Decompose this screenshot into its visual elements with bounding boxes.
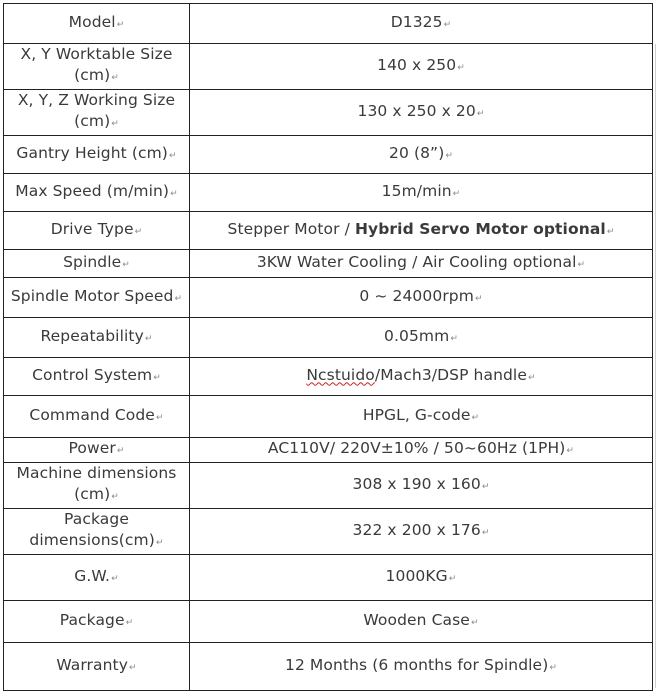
table-row [4, 643, 653, 691]
cell-repeatability-label: Repeatability↵ [4, 318, 190, 358]
table-row [4, 358, 653, 396]
cell-control-system-label: Control System↵ [4, 358, 190, 396]
table-row [4, 136, 653, 174]
cell-command-code-value: HPGL, G-code↵ [190, 396, 653, 438]
table-row [4, 174, 653, 212]
cell-package-dimensions-value: 322 x 200 x 176↵ [190, 509, 653, 555]
table-row [4, 44, 653, 90]
cell-gantry-height-label: Gantry Height (cm)↵ [4, 136, 190, 174]
cell-package-value: Wooden Case↵ [190, 601, 653, 643]
cell-power-value: AC110V/ 220V±10% / 50~60Hz (1PH)↵ [190, 438, 653, 463]
cell-spindle-value: 3KW Water Cooling / Air Cooling optional↵ [190, 250, 653, 278]
cell-machine-dimensions-label: Machine dimensions (cm)↵ [4, 463, 190, 509]
cell-warranty-value: 12 Months (6 months for Spindle)↵ [190, 643, 653, 691]
cell-working-size-label: X, Y, Z Working Size (cm)↵ [4, 90, 190, 136]
table-row [4, 250, 653, 278]
cell-spindle-speed-value: 0 ~ 24000rpm↵ [190, 278, 653, 318]
cell-worktable-size-label: X, Y Worktable Size (cm)↵ [4, 44, 190, 90]
table-row [4, 509, 653, 555]
table-row [4, 555, 653, 601]
table-row [4, 4, 653, 44]
cell-max-speed-label: Max Speed (m/min)↵ [4, 174, 190, 212]
cell-command-code-label: Command Code↵ [4, 396, 190, 438]
table-row [4, 318, 653, 358]
cell-drive-type-value: Stepper Motor / Hybrid Servo Motor optional↵ [190, 212, 653, 250]
cell-warranty-label: Warranty↵ [4, 643, 190, 691]
cell-spindle-speed-label: Spindle Motor Speed↵ [4, 278, 190, 318]
cell-drive-type-label: Drive Type↵ [4, 212, 190, 250]
table-row [4, 90, 653, 136]
spec-table-container [3, 3, 652, 689]
cell-gantry-height-value: 20 (8”)↵ [190, 136, 653, 174]
cell-power-label: Power↵ [4, 438, 190, 463]
cell-worktable-size-value: 140 x 250↵ [190, 44, 653, 90]
table-row [4, 278, 653, 318]
cell-max-speed-value: 15m/min↵ [190, 174, 653, 212]
cell-model-value: D1325↵ [190, 4, 653, 44]
table-row [4, 601, 653, 643]
cell-gw-value: 1000KG↵ [190, 555, 653, 601]
cell-package-dimensions-label: Package dimensions(cm)↵ [4, 509, 190, 555]
table-row [4, 212, 653, 250]
table-row [4, 438, 653, 463]
cell-package-label: Package↵ [4, 601, 190, 643]
cell-working-size-value: 130 x 250 x 20↵ [190, 90, 653, 136]
page-edge-divider [655, 44, 656, 688]
table-row [4, 463, 653, 509]
cell-model-label: Model↵ [4, 4, 190, 44]
table-row [4, 396, 653, 438]
cell-control-system-value: Ncstuido/Mach3/DSP handle↵ [190, 358, 653, 396]
cell-repeatability-value: 0.05mm↵ [190, 318, 653, 358]
spec-table [3, 3, 653, 691]
cell-gw-label: G.W.↵ [4, 555, 190, 601]
cell-machine-dimensions-value: 308 x 190 x 160↵ [190, 463, 653, 509]
cell-spindle-label: Spindle↵ [4, 250, 190, 278]
